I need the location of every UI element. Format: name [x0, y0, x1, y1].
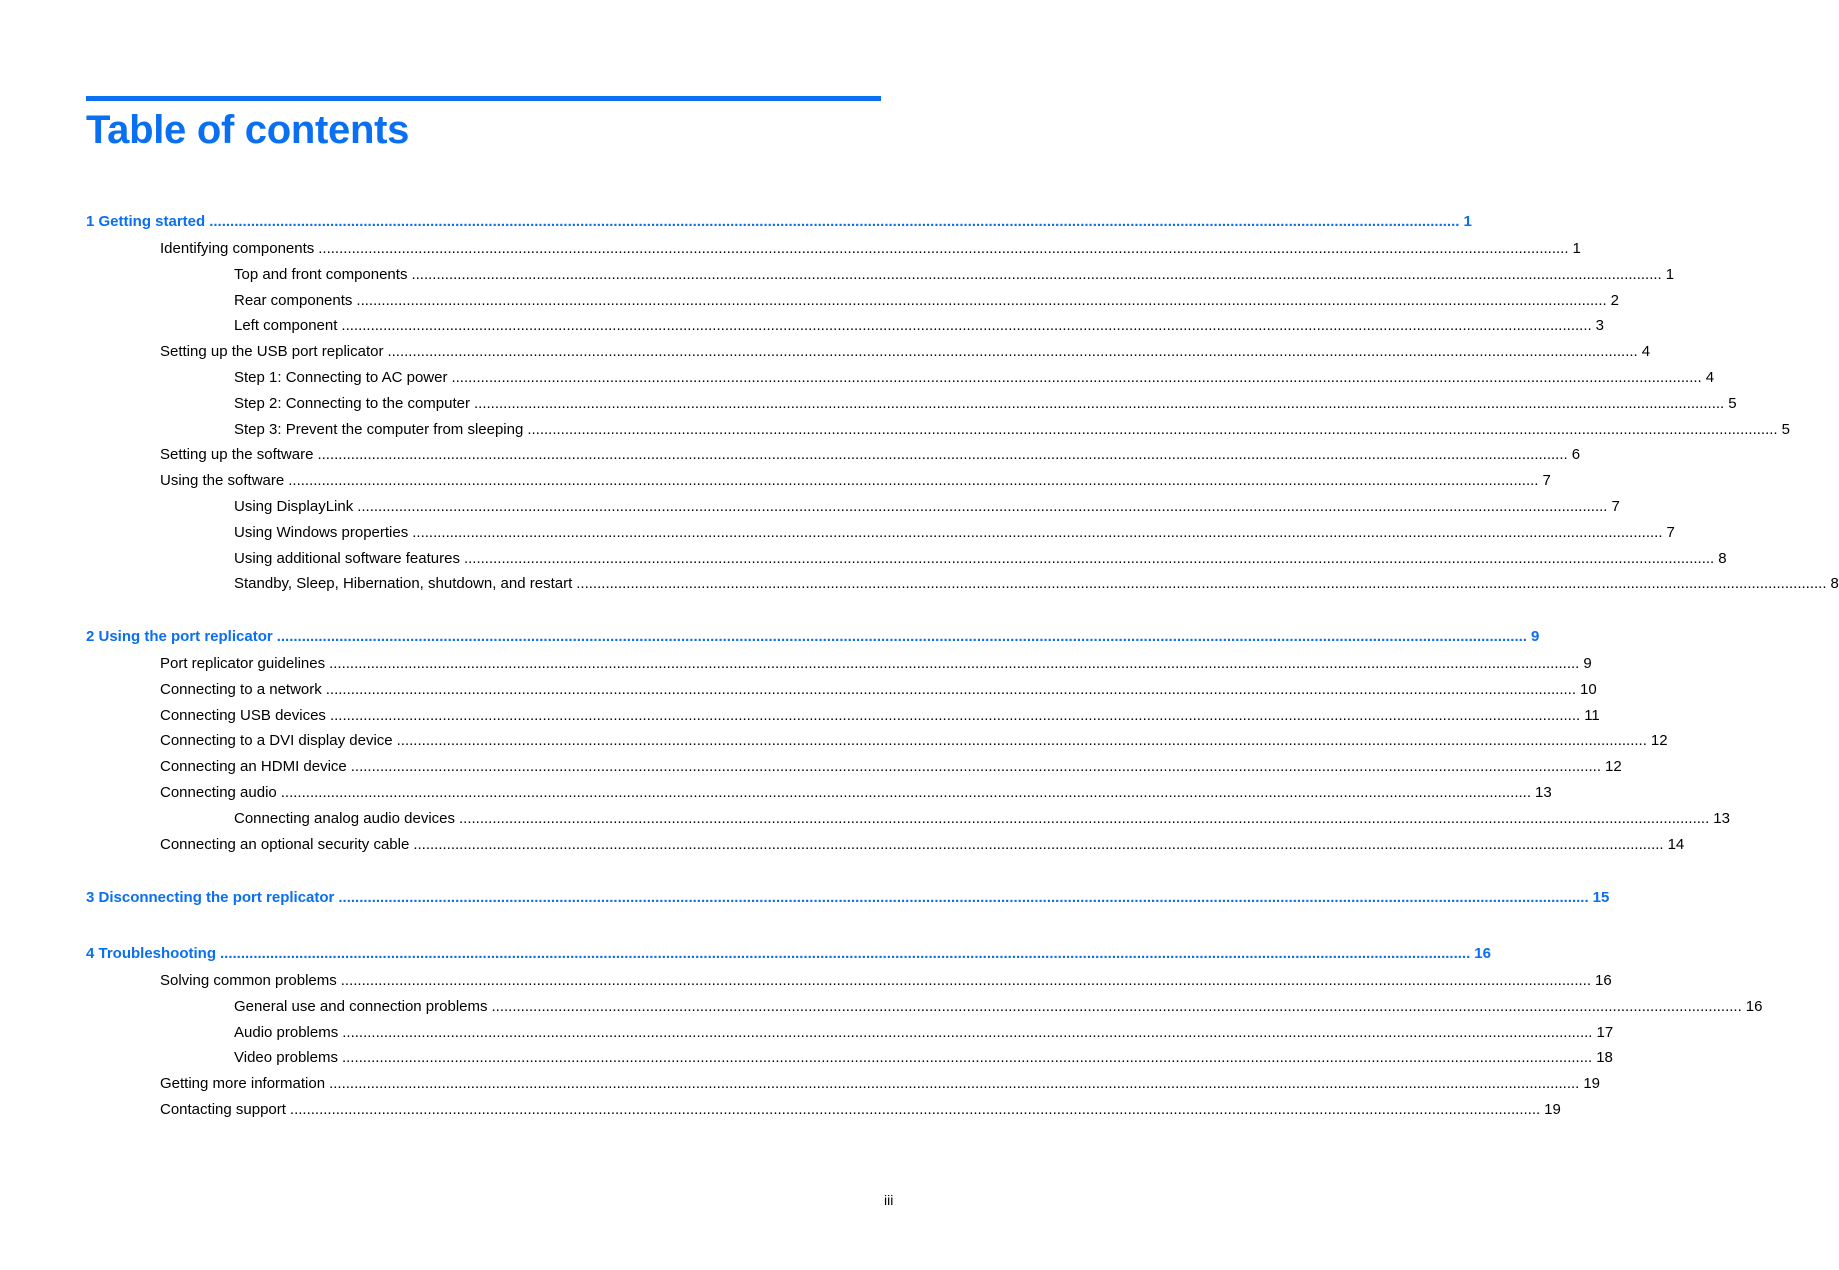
- toc-section-label: Getting more information: [160, 1075, 326, 1093]
- toc-section-page: 16: [1595, 972, 1612, 989]
- toc-subsection[interactable]: [234, 575, 1839, 597]
- toc-section-page: 9: [1583, 655, 1592, 672]
- toc-section-page: 14: [1667, 835, 1685, 853]
- dot-leader: ............................................................................................................................................................................................................................................................................................................: [220, 945, 1471, 962]
- toc-subsection-page: 16: [1745, 997, 1763, 1015]
- dot-leader: ............................................................................................................................................................................................................................................................................................................: [289, 1101, 1541, 1118]
- dot-leader: ............................................................................................................................................................................................................................................................................................................: [340, 972, 1591, 989]
- toc-chapter-page: 9: [1530, 628, 1540, 645]
- dot-leader: ............................................................................................................................................................................................................................................................................................................: [209, 213, 1460, 230]
- toc-section[interactable]: [160, 706, 1600, 729]
- toc-chapter-label: 3 Disconnecting the port replicator: [86, 889, 335, 906]
- dot-leader: ............................................................................................................................................................................................................................................................................................................: [329, 706, 1581, 724]
- toc-subsection[interactable]: [234, 394, 1737, 417]
- dot-leader: ............................................................................................................................................................................................................................................................................................................: [387, 343, 1638, 361]
- toc-section[interactable]: [160, 1075, 1601, 1097]
- toc-subsection-page: 5: [1728, 394, 1737, 412]
- toc-subsection[interactable]: [234, 809, 1730, 832]
- dot-leader: ............................................................................................................................................................................................................................................................................................................: [329, 1075, 1580, 1093]
- toc-chapter-page: 1: [1463, 213, 1472, 230]
- title-rule: [86, 96, 881, 101]
- dot-leader: ............................................................................................................................................................................................................................................................................................................: [412, 523, 1663, 541]
- dot-leader: ............................................................................................................................................................................................................................................................................................................: [576, 575, 1827, 593]
- toc-subsection-label: Step 1: Connecting to AC power: [234, 369, 448, 386]
- dot-leader: ............................................................................................................................................................................................................................................................................................................: [342, 1023, 1593, 1041]
- dot-leader: ............................................................................................................................................................................................................................................................................................................: [317, 446, 1568, 464]
- toc-section-page: 12: [1650, 732, 1668, 750]
- toc-subsection[interactable]: [234, 997, 1763, 1020]
- toc-subsection-page: 18: [1596, 1049, 1613, 1067]
- toc-subsection-page: 5: [1781, 420, 1790, 438]
- toc-section-page: 1: [1572, 240, 1581, 257]
- dot-leader: ............................................................................................................................................................................................................................................................................................................: [527, 420, 1778, 438]
- toc-section-page: 19: [1583, 1075, 1601, 1093]
- toc-section-label: Using the software: [160, 472, 285, 490]
- toc-chapter-label: 4 Troubleshooting: [86, 945, 216, 962]
- toc-section-label: Port replicator guidelines: [160, 655, 326, 672]
- toc-subsection-label: Left component: [234, 317, 338, 335]
- toc-section-page: 13: [1535, 784, 1552, 801]
- page-title: Table of contents: [86, 108, 410, 152]
- dot-leader: ............................................................................................................................................................................................................................................................................................................: [338, 889, 1589, 906]
- dot-leader: ............................................................................................................................................................................................................................................................................................................: [350, 758, 1602, 776]
- toc-subsection-page: 2: [1610, 291, 1619, 309]
- toc-subsection-page: 3: [1595, 317, 1604, 335]
- toc-section-label: Identifying components: [160, 240, 315, 257]
- dot-leader: ............................................................................................................................................................................................................................................................................................................: [411, 265, 1662, 283]
- toc-subsection-label: Connecting analog audio devices: [234, 809, 455, 827]
- toc-subsection-label: Top and front components: [234, 265, 408, 283]
- toc-chapter-page: 16: [1474, 945, 1491, 962]
- toc-subsection-label: Rear components: [234, 291, 353, 309]
- toc-subsection-label: Step 3: Prevent the computer from sleeping: [234, 420, 524, 438]
- toc-subsection[interactable]: [234, 317, 1604, 339]
- toc-subsection-label: Audio problems: [234, 1023, 339, 1041]
- toc-section-label: Connecting an HDMI device: [160, 758, 347, 776]
- toc-subsection-label: Using additional software features: [234, 549, 460, 567]
- toc-section[interactable]: [160, 240, 1581, 262]
- toc-subsection-page: 7: [1666, 523, 1675, 541]
- dot-leader: ............................................................................................................................................................................................................................................................................................................: [329, 655, 1580, 672]
- toc-chapter[interactable]: [86, 889, 1610, 911]
- toc-section[interactable]: [160, 446, 1581, 468]
- toc-subsection[interactable]: [234, 1049, 1613, 1071]
- toc-section[interactable]: [160, 680, 1597, 703]
- toc-subsection[interactable]: [234, 498, 1620, 520]
- toc-subsection-page: 1: [1665, 265, 1675, 283]
- toc-subsection[interactable]: [234, 523, 1675, 546]
- dot-leader: ............................................................................................................................................................................................................................................................................................................: [459, 809, 1710, 827]
- toc-chapter-label: 1 Getting started: [86, 213, 206, 230]
- toc-section-label: Contacting support: [160, 1101, 286, 1118]
- toc-section[interactable]: [160, 1101, 1561, 1123]
- toc-subsection-label: Video problems: [234, 1049, 338, 1067]
- dot-leader: ............................................................................................................................................................................................................................................................................................................: [341, 1049, 1593, 1067]
- page-number: iii: [884, 1192, 894, 1208]
- toc-section-label: Connecting USB devices: [160, 706, 326, 724]
- toc-section-page: 19: [1544, 1101, 1561, 1118]
- dot-leader: ............................................................................................................................................................................................................................................................................................................: [357, 498, 1608, 515]
- toc-subsection-label: General use and connection problems: [234, 997, 488, 1015]
- toc-subsection-label: Step 2: Connecting to the computer: [234, 394, 470, 412]
- dot-leader: ............................................................................................................................................................................................................................................................................................................: [356, 291, 1607, 309]
- toc-section-label: Solving common problems: [160, 972, 337, 989]
- dot-leader: ............................................................................................................................................................................................................................................................................................................: [288, 472, 1539, 490]
- toc-subsection-page: 8: [1718, 549, 1727, 567]
- toc-chapter[interactable]: [86, 628, 1540, 650]
- toc-section[interactable]: [160, 472, 1551, 494]
- toc-section-label: Setting up the USB port replicator: [160, 343, 384, 361]
- dot-leader: ............................................................................................................................................................................................................................................................................................................: [491, 997, 1742, 1015]
- toc-subsection-label: Using Windows properties: [234, 523, 409, 541]
- toc-subsection[interactable]: [234, 291, 1619, 314]
- toc-chapter-page: 15: [1592, 889, 1610, 906]
- toc-subsection[interactable]: [234, 1023, 1614, 1046]
- toc-section-label: Setting up the software: [160, 446, 314, 464]
- toc-subsection-label: Standby, Sleep, Hibernation, shutdown, and restart: [234, 575, 573, 593]
- toc-section-page: 11: [1584, 706, 1600, 724]
- toc-section-label: Connecting to a DVI display device: [160, 732, 393, 750]
- dot-leader: ............................................................................................................................................................................................................................................................................................................: [341, 317, 1592, 335]
- dot-leader: ............................................................................................................................................................................................................................................................................................................: [396, 732, 1647, 750]
- toc-subsection[interactable]: [234, 420, 1790, 443]
- toc-section[interactable]: [160, 343, 1651, 365]
- toc-subsection-label: Using DisplayLink: [234, 498, 354, 515]
- toc-section[interactable]: [160, 758, 1622, 780]
- toc-chapter[interactable]: [86, 945, 1491, 967]
- toc-chapter[interactable]: [86, 213, 1472, 235]
- toc-subsection-page: 7: [1611, 498, 1620, 515]
- toc-section[interactable]: [160, 784, 1552, 806]
- toc-subsection[interactable]: [234, 549, 1727, 572]
- toc-section-label: Connecting audio: [160, 784, 277, 801]
- toc-subsection-page: 13: [1713, 809, 1730, 827]
- toc-section[interactable]: [160, 732, 1668, 754]
- toc-subsection[interactable]: [234, 369, 1715, 391]
- toc-subsection-page: 17: [1596, 1023, 1614, 1041]
- dot-leader: ............................................................................................................................................................................................................................................................................................................: [276, 628, 1527, 645]
- toc-section[interactable]: [160, 835, 1685, 858]
- toc-section-label: Connecting an optional security cable: [160, 835, 410, 853]
- toc-subsection-page: 4: [1705, 369, 1715, 386]
- dot-leader: ............................................................................................................................................................................................................................................................................................................: [280, 784, 1532, 801]
- dot-leader: ............................................................................................................................................................................................................................................................................................................: [318, 240, 1569, 257]
- toc-section-label: Connecting to a network: [160, 680, 322, 698]
- dot-leader: ............................................................................................................................................................................................................................................................................................................: [451, 369, 1702, 386]
- toc-chapter-label: 2 Using the port replicator: [86, 628, 273, 645]
- toc-section[interactable]: [160, 972, 1612, 994]
- dot-leader: ............................................................................................................................................................................................................................................................................................................: [473, 394, 1725, 412]
- toc-subsection[interactable]: [234, 265, 1675, 288]
- toc-section-page: 4: [1641, 343, 1651, 361]
- toc-section-page: 6: [1571, 446, 1581, 464]
- dot-leader: ............................................................................................................................................................................................................................................................................................................: [325, 680, 1577, 698]
- toc-section-page: 12: [1605, 758, 1622, 776]
- toc-section-page: 7: [1542, 472, 1551, 490]
- toc-section-page: 10: [1580, 680, 1597, 698]
- toc-section[interactable]: [160, 655, 1592, 677]
- dot-leader: ............................................................................................................................................................................................................................................................................................................: [413, 835, 1664, 853]
- dot-leader: ............................................................................................................................................................................................................................................................................................................: [463, 549, 1715, 567]
- toc-subsection-page: 8: [1830, 575, 1839, 593]
